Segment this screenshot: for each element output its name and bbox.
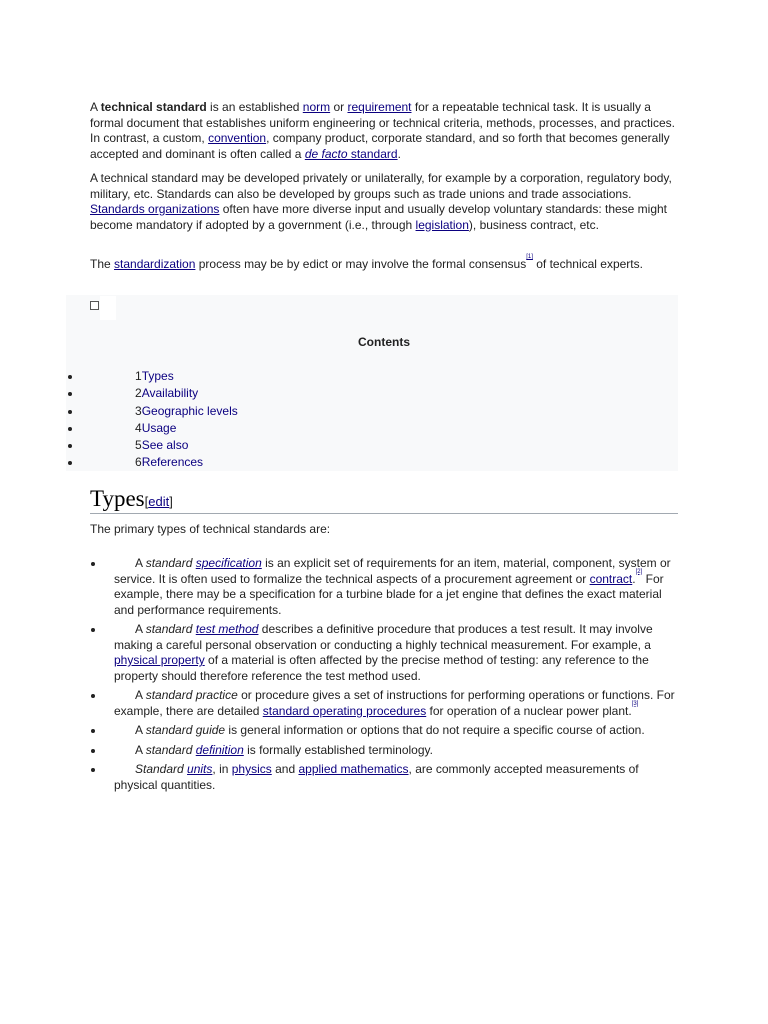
link-text: definition bbox=[195, 742, 244, 757]
link-physics[interactable]: physics bbox=[231, 762, 272, 776]
text: or bbox=[330, 100, 348, 114]
type-item-definition bbox=[0, 743, 679, 759]
reference-2[interactable]: [2] bbox=[635, 568, 643, 575]
text: of a material is often affected by the precise method of testing: any reference to the property should therefore reference the test method used. bbox=[114, 653, 649, 683]
link-norm[interactable]: norm bbox=[302, 100, 331, 114]
link-units[interactable] bbox=[187, 762, 212, 776]
text: A bbox=[90, 100, 101, 114]
intro-paragraph-2 bbox=[90, 171, 675, 233]
bullet-icon bbox=[91, 749, 95, 753]
toc-link-geographic-levels[interactable]: Geographic levels bbox=[141, 403, 238, 418]
text: is an explicit set of requirements for an item, material, component, system or service. It is often used to formalize the technical aspects of a procurement agreement or bbox=[114, 556, 671, 586]
text: A technical standard may be developed privately or unilaterally, for example by a corporation, regulatory body, military, etc. Standards can also be developed by groups such as trade unions and trade associations. bbox=[90, 171, 672, 201]
link-de-facto-italic: de facto bbox=[304, 146, 348, 161]
toc-item-availability[interactable] bbox=[0, 386, 700, 403]
types-list bbox=[0, 556, 768, 797]
reference-1[interactable]: [1] bbox=[526, 254, 533, 260]
emphasis: standard bbox=[145, 742, 193, 757]
toc-item-geographic-levels[interactable] bbox=[0, 404, 700, 421]
toc-number: 6 bbox=[135, 455, 142, 470]
bracket: [ bbox=[144, 494, 149, 509]
bullet-icon bbox=[91, 729, 95, 733]
emphasis: standard bbox=[145, 622, 193, 636]
term-technical-standard: technical standard bbox=[100, 100, 207, 114]
reference-3[interactable]: [3] bbox=[631, 700, 639, 707]
type-item-test-method bbox=[0, 622, 679, 684]
type-item-specification: A standard specification is an explicit set of requirements for an item, material, component, system or service. It is often used to formalize the technical aspects of a procurement agreement or contract.[2] For example, there may be a specification for a turbine blade for a jet engine that defines the exact material and performance requirements. bbox=[0, 556, 679, 618]
link-de-facto-standard[interactable] bbox=[305, 147, 398, 161]
link-test-method[interactable] bbox=[196, 622, 259, 636]
bracket: ] bbox=[169, 494, 173, 509]
text: for a repeatable technical task. It is usually a formal document that establishes uniform engineering or technical criteria, methods, processes, and practices. In contrast, a custom, bbox=[90, 100, 675, 145]
intro-paragraph-3 bbox=[90, 254, 675, 273]
link-de-facto-rest: standard bbox=[347, 146, 398, 161]
text: A bbox=[135, 742, 146, 757]
text: or procedure gives a set of instructions for performing operations or functions. For example, there are detailed bbox=[114, 688, 675, 718]
text: for operation of a nuclear power plant. bbox=[426, 703, 632, 718]
bullet-icon bbox=[68, 427, 72, 431]
text: often have more diverse input and usually develop voluntary standards: these might become mandatory if adopted by a government (i.e., through bbox=[90, 202, 668, 232]
bullet-icon bbox=[68, 461, 72, 465]
toc-item-types[interactable] bbox=[0, 369, 700, 386]
text: , are commonly accepted measurements of physical quantities. bbox=[114, 762, 639, 792]
toc-item-usage[interactable] bbox=[0, 421, 700, 438]
bullet-icon bbox=[68, 444, 72, 448]
intro-paragraph-1 bbox=[90, 100, 675, 162]
text: describes a definitive procedure that produces a test result. It may involve making a careful personal observation or conducting a highly technical measurement. For example, a bbox=[114, 622, 653, 652]
link-contract[interactable]: contract bbox=[589, 571, 633, 586]
text: , in bbox=[212, 762, 232, 776]
link-text: specification bbox=[195, 556, 262, 570]
text: A bbox=[135, 723, 146, 737]
toc-number: 5 bbox=[135, 438, 142, 453]
bullet-icon bbox=[91, 768, 95, 772]
toc-link-availability[interactable]: Availability bbox=[141, 386, 199, 401]
link-definition[interactable] bbox=[196, 743, 244, 757]
toc-number: 2 bbox=[135, 386, 142, 401]
link-standards-organizations[interactable]: Standards organizations bbox=[90, 202, 220, 216]
text: For example, there may be a specification for a turbine blade for a jet engine that defines the exact material and performance requirements. bbox=[114, 571, 664, 617]
text: A bbox=[135, 556, 146, 570]
toc-toggle-area bbox=[100, 296, 116, 320]
text: is general information or options that do not require a specific course of action. bbox=[225, 723, 645, 737]
bullet-icon bbox=[68, 375, 72, 379]
bullet-icon bbox=[68, 392, 72, 396]
link-specification[interactable] bbox=[196, 556, 262, 570]
type-item-standard-guide bbox=[0, 723, 679, 739]
toc-toggle-checkbox[interactable] bbox=[90, 301, 99, 310]
edit-section bbox=[145, 494, 173, 509]
emphasis: standard guide bbox=[145, 723, 226, 737]
toc-link-references[interactable]: References bbox=[141, 455, 204, 470]
toc-item-references[interactable] bbox=[0, 455, 700, 472]
toc-link-usage[interactable]: Usage bbox=[141, 420, 177, 435]
toc-link-types[interactable]: Types bbox=[141, 369, 174, 383]
text: and bbox=[271, 762, 299, 776]
types-intro: The primary types of technical standards are: bbox=[90, 522, 331, 536]
emphasis: Standard bbox=[135, 762, 184, 776]
emphasis: standard practice bbox=[145, 688, 238, 702]
link-text: test method bbox=[195, 622, 259, 636]
text: . bbox=[397, 146, 401, 161]
link-standardization[interactable]: standardization bbox=[114, 257, 196, 271]
toc-number: 3 bbox=[135, 403, 142, 418]
text: of technical experts. bbox=[532, 257, 643, 271]
toc-link-see-also[interactable]: See also bbox=[141, 438, 189, 453]
toc-number: 4 bbox=[135, 420, 142, 435]
toc-list bbox=[0, 369, 700, 473]
emphasis: standard bbox=[145, 556, 193, 570]
bullet-icon bbox=[91, 562, 95, 566]
bullet-icon bbox=[91, 694, 95, 698]
link-text: units bbox=[187, 762, 213, 776]
link-standard-operating-procedures[interactable]: standard operating procedures bbox=[262, 703, 427, 718]
toc-title: Contents bbox=[358, 335, 410, 349]
edit-link[interactable]: edit bbox=[148, 494, 170, 509]
link-requirement[interactable]: requirement bbox=[347, 100, 412, 114]
type-item-standard-practice bbox=[0, 688, 679, 719]
text: is an established bbox=[206, 100, 303, 114]
bullet-icon bbox=[91, 628, 95, 632]
text: is formally established terminology. bbox=[243, 742, 433, 757]
toc-number: 1 bbox=[135, 369, 142, 383]
link-convention[interactable]: convention bbox=[208, 131, 267, 145]
text: ), business contract, etc. bbox=[468, 217, 599, 232]
bullet-icon bbox=[68, 410, 72, 414]
link-applied-mathematics[interactable]: applied mathematics bbox=[298, 762, 409, 776]
text: , company product, corporate standard, and so forth that becomes generally accepted and dominant is often called a bbox=[90, 131, 670, 161]
text: A bbox=[135, 622, 146, 636]
text: The bbox=[90, 257, 115, 271]
section-heading-types bbox=[90, 485, 678, 514]
link-legislation[interactable]: legislation bbox=[415, 217, 469, 232]
toc-item-see-also[interactable] bbox=[0, 438, 700, 455]
text: process may be by edict or may involve the formal consensus bbox=[195, 257, 527, 271]
heading-text: Types bbox=[90, 486, 145, 511]
type-item-units bbox=[0, 762, 679, 793]
text: A bbox=[135, 688, 146, 702]
link-physical-property[interactable]: physical property bbox=[114, 653, 205, 667]
